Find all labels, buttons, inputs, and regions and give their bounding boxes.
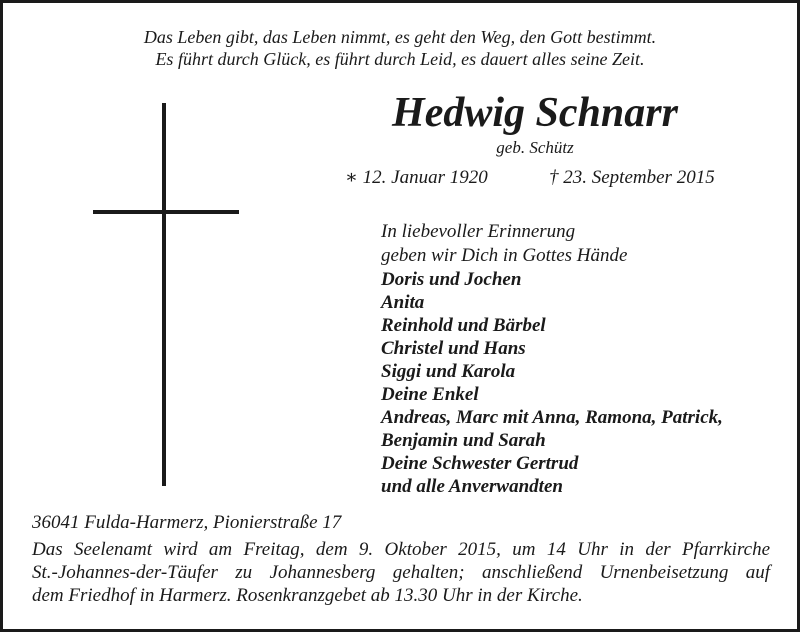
announcement-line: St.-Johannes-der-Täufer zu Johannesberg gehalten; anschließend Urnenbeisetzung auf: [32, 562, 770, 583]
family-entry: Siggi und Karola: [381, 361, 516, 382]
family-entry: Doris und Jochen: [381, 269, 522, 290]
family-entry: und alle Anverwandten: [381, 476, 563, 497]
motto-verse: [0, 26, 800, 70]
deceased-name: Hedwig Schnarr: [392, 90, 678, 136]
family-entry: Christel und Hans: [381, 338, 526, 359]
family-entry: Benjamin und Sarah: [381, 430, 546, 451]
motto-line: Das Leben gibt, das Leben nimmt, es geht den Weg, den Gott bestimmt.: [143, 27, 657, 47]
announcement-line: dem Friedhof in Harmerz. Rosenkranzgebet ab 13.30 Uhr in der Kirche.: [32, 585, 583, 606]
death-date: † 23. September 2015: [549, 167, 715, 188]
funeral-announcement: [32, 538, 770, 607]
cross-horizontal-bar: [93, 210, 239, 214]
maiden-name: geb. Schütz: [496, 138, 574, 157]
family-entry: Anita: [381, 292, 425, 313]
family-entry: Deine Schwester Gertrud: [381, 453, 579, 474]
announcement-line: Das Seelenamt wird am Freitag, dem 9. Oktober 2015, um 14 Uhr in der Pfarrkirche: [32, 539, 770, 560]
motto-line: Es führt durch Glück, es führt durch Leid, es dauert alles seine Zeit.: [155, 49, 645, 69]
cross-vertical-bar: [162, 103, 166, 486]
memory-text: [381, 220, 627, 268]
birth-date: ∗ 12. Januar 1920: [345, 167, 488, 188]
memory-line: geben wir Dich in Gottes Hände: [381, 245, 628, 266]
family-entry: Deine Enkel: [381, 384, 479, 405]
family-list: [381, 268, 723, 498]
family-entry: Andreas, Marc mit Anna, Ramona, Patrick,: [381, 407, 723, 428]
family-entry: Reinhold und Bärbel: [381, 315, 546, 336]
address: 36041 Fulda-Harmerz, Pionierstraße 17: [32, 512, 342, 533]
memory-line: In liebevoller Erinnerung: [381, 221, 576, 242]
